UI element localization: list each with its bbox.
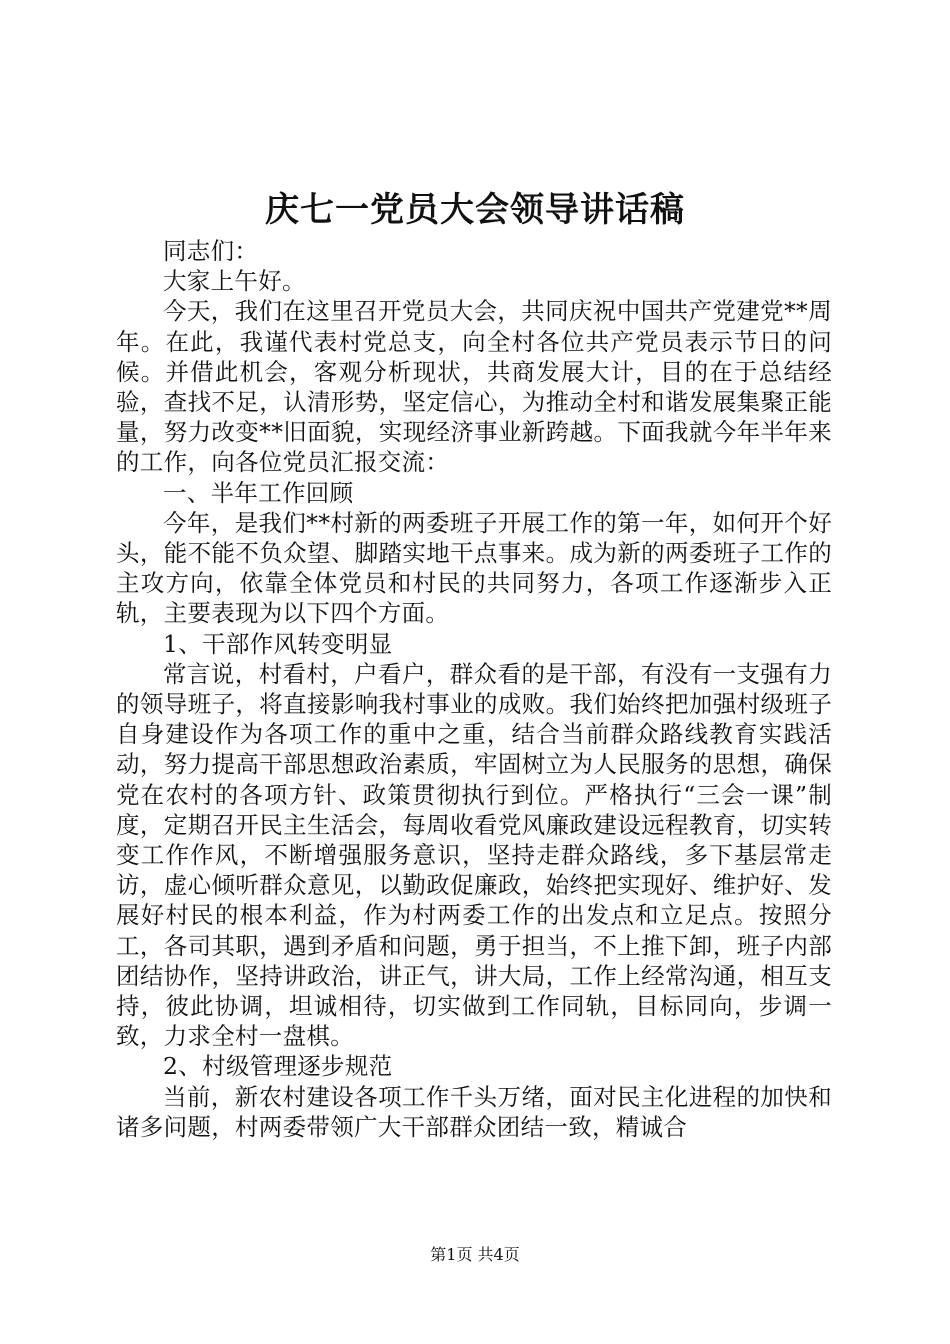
document-body <box>116 236 832 1142</box>
subheading-1: 1、干部作风转变明显 <box>163 629 393 658</box>
paragraph-cadre-style: 常言说，村看村，户看户，群众看的是干部，有没有一支强有力的领导班子，将直接影响我村事业的成败。我们始终把加强村级班子自身建设作为各项工作的重中之重，结合当前群众路线教育实践活动，努力提高干部思想政治素质，牢固树立为人民服务的思想，确保党在农村的各项方针、政策贯彻执行到位。严格执行“三会一课”制度，定期召开民主生活会，每周收看党风廉政建设远程教育，切实转变工作作风，不断增强服务意识，坚持走群众路线，多下基层常走访，虚心倾听群众意见，以勤政促廉政，始终把实现好、维护好、发展好村民的根本利益，作为村两委工作的出发点和立足点。按照分工，各司其职，遇到矛盾和问题，勇于担当，不上推下卸，班子内部团结协作，坚持讲政治，讲正气，讲大局，工作上经常沟通，相互支持，彼此协调，坦诚相待，切实做到工作同轨，目标同向，步调一致，力求全村一盘棋。 <box>116 659 832 1051</box>
subheading-2: 2、村级管理逐步规范 <box>163 1052 393 1081</box>
paragraph-overview: 今年，是我们**村新的两委班子开展工作的第一年，如何开个好头，能不能不负众望、脚踏实地干点事来。成为新的两委班子工作的主攻方向，依靠全体党员和村民的共同努力，各项工作逐渐步入正轨，主要表现为以下四个方面。 <box>116 508 832 628</box>
paragraph-greeting: 大家上午好。 <box>163 267 306 296</box>
page-number-footer: 第1页 共4页 <box>430 1245 520 1264</box>
paragraph-village-management: 当前，新农村建设各项工作千头万绪，面对民主化进程的加快和诸多问题，村两委带领广大干部群众团结一致，精诚合 <box>116 1082 832 1141</box>
document-title: 庆七一党员大会领导讲话稿 <box>265 190 685 230</box>
paragraph-intro: 今天，我们在这里召开党员大会，共同庆祝中国共产党建党**周年。在此，我谨代表村党总支，向全村各位共产党员表示节日的问候。并借此机会，客观分析现状，共商发展大计，目的在于总结经验，查找不足，认清形势，坚定信心，为推动全村和谐发展集聚正能量，努力改变**旧面貌，实现经济事业新跨越。下面我就今年半年来的工作，向各位党员汇报交流： <box>116 297 832 477</box>
paragraph-salutation: 同志们： <box>163 237 259 265</box>
section-heading-1: 一、半年工作回顾 <box>163 478 354 507</box>
